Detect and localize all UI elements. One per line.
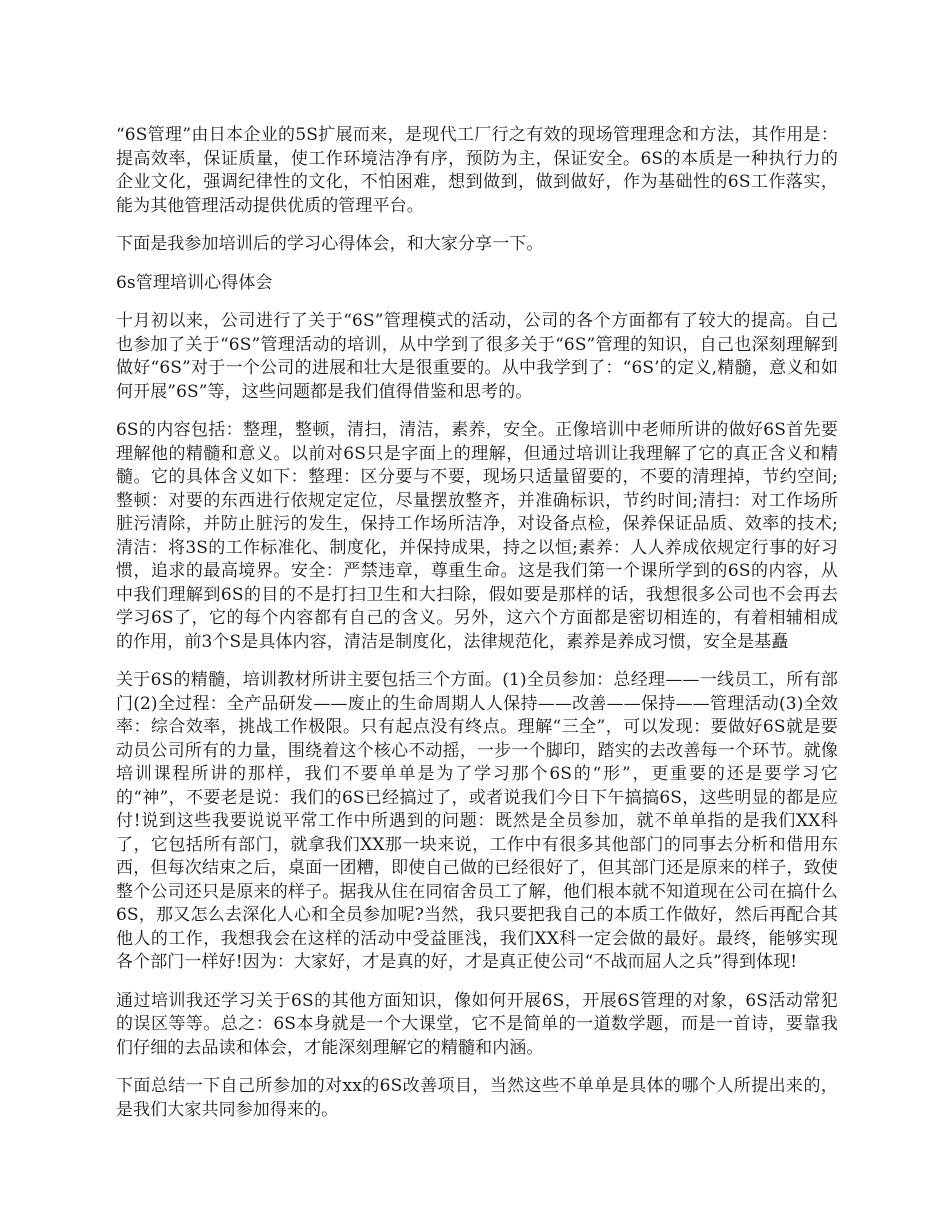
summary-paragraph: 下面总结一下自己所参加的对xx的6S改善项目，当然这些不单单是具体的哪个人所提出来的，是我们大家共同参加得来的。 [116,1076,838,1120]
other-knowledge-paragraph: 通过培训我还学习关于6S的其他方面知识，像如何开展6S，开展6S管理的对象，6S活动常犯的误区等等。总之：6S本身就是一个大课堂，它不是简单的一道数学题，而是一首诗，要靠我们仔细的去品读和体会，才能深刻理解它的精髓和内涵。 [116,990,838,1058]
section-title: 6s管理培训心得体会 [116,272,273,293]
content-definition-paragraph: 6S的内容包括：整理，整顿，清扫，清洁，素养，安全。正像培训中老师所讲的做好6S首先要理解他的精髓和意义。以前对6S只是字面上的理解，但通过培训让我理解了它的真正含义和精髓。它的具体含义如下：整理：区分要与不要，现场只适量留要的，不要的清理掉，节约空间;整顿：对要的东西进行依规定定位，尽量摆放整齐，并准确标识，节约时间;清扫：对工作场所脏污清除，并防止脏污的发生，保持工作场所洁净，对设备点检，保养保证品质、效率的技术;清洁：将3S的工作标准化、制度化，并保持成果，持之以恒;素养：人人养成依规定行事的好习惯，追求的最高境界。安全：严禁违章，尊重生命。这是我们第一个课所学到的6S的内容，从中我们理解到6S的目的不是打扫卫生和大扫除，假如要是那样的话，我想很多公司也不会再去学习6S了，它的每个内容都有自己的含义。另外，这六个方面都是密切相连的，有着相辅相成的作用，前3个S是具体内容，清洁是制度化，法律规范化，素养是养成习惯，安全是基矗 [116,420,838,652]
document-body [116,124,838,1137]
intro-paragraph: “6S管理”由日本企业的5S扩展而来，是现代工厂行之有效的现场管理理念和方法，其作用是：提高效率，保证质量，使工作环境洁净有序，预防为主，保证安全。6S的本质是一种执行力的企业文化，强调纪律性的文化，不怕困难，想到做到，做到做好，作为基础性的6S工作落实，能为其他管理活动提供优质的管理平台。 [116,125,838,216]
share-intro-paragraph: 下面是我参加培训后的学习心得体会，和大家分享一下。 [116,234,544,254]
activity-paragraph: 十月初以来，公司进行了关于“6S”管理模式的活动，公司的各个方面都有了较大的提高。自己也参加了关于“6S”管理活动的培训，从中学到了很多关于“6S”管理的知识，自己也深刻理解到做好“6S”对于一个公司的进展和壮大是很重要的。从中我学到了：“6S’的定义,精髓，意义和如何开展”6S”等，这些问题都是我们值得借鉴和思考的。 [116,311,838,402]
essence-paragraph: 关于6S的精髓，培训教材所讲主要包括三个方面。(1)全员参加：总经理——一线员工，所有部门(2)全过程：全产品研发——废止的生命周期人人保持——改善——保持——管理活动(3)全效率：综合效率，挑战工作极限。只有起点没有终点。理解“三全”，可以发现：要做好6S就是要动员公司所有的力量，围绕着这个核心不动摇，一步一个脚印，踏实的去改善每一个环节。就像培训课程所讲的那样，我们不要单单是为了学习那个6S的“形”，更重要的还是要学习它的“神”，不要老是说：我们的6S已经搞过了，或者说我们今日下午搞搞6S，这些明显的都是应付!说到这些我要说说平常工作中所遇到的问题：既然是全员参加，就不单单指的是我们XX科了，它包括所有部门，就拿我们XX那一块来说，工作中有很多其他部门的同事去分析和借用东西，但每次结束之后，桌面一团糟，即使自己做的已经很好了，但其部门还是原来的样子，致使整个公司还只是原来的样子。据我从住在同宿舍员工了解，他们根本就不知道现在公司在搞什么6S，那又怎么去深化人心和全员参加呢?当然，我只要把我自己的本质工作做好，然后再配合其他人的工作，我想我会在这样的活动中受益匪浅，我们XX科一定会做的最好。最终，能够实现各个部门一样好!因为：大家好，才是真的好，才是真正使公司“不战而屈人之兵”得到体现! [116,670,838,972]
